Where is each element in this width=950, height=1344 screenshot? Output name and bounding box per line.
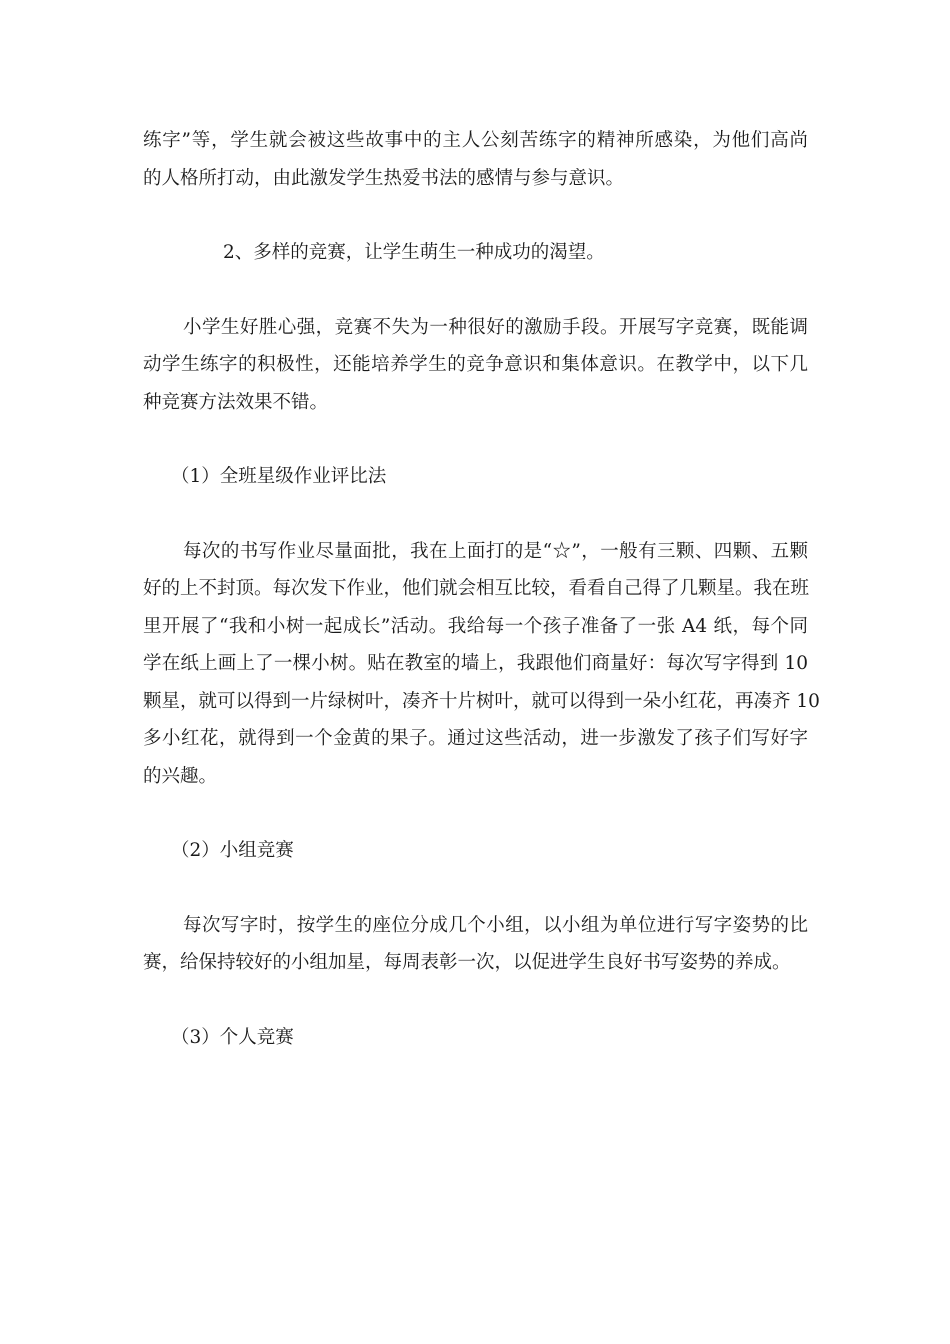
subheading-2 xyxy=(143,832,808,870)
text-line: （2）小组竞赛 xyxy=(171,840,294,861)
text-line: 每次写字时，按学生的座位分成几个小组，以小组为单位进行写字姿势的比 xyxy=(183,914,808,936)
text-line: 颗星，就可以得到一片绿树叶，凑齐十片树叶，就可以得到一朵小红花，再凑齐 10 xyxy=(143,690,820,712)
text-line: 好的上不封顶。每次发下作业，他们就会相互比较，看看自己得了几颗星。我在班 xyxy=(143,578,810,599)
text-line: 动学生练字的积极性，还能培养学生的竞争意识和集体意识。在教学中，以下几 xyxy=(143,354,808,375)
text-line: 小学生好胜心强，竞赛不失为一种很好的激励手段。开展写字竞赛，既能调 xyxy=(183,316,808,338)
paragraph-3 xyxy=(143,309,808,422)
document-body xyxy=(143,122,820,1056)
section-heading-2 xyxy=(143,234,808,272)
paragraph-7 xyxy=(143,907,808,982)
text-line: 的人格所打动，由此激发学生热爱书法的感情与参与意识。 xyxy=(143,167,625,189)
text-line: 2、多样的竞赛，让学生萌生一种成功的渴望。 xyxy=(223,242,605,263)
text-line: （1）全班星级作业评比法 xyxy=(171,466,387,487)
text-line: （3）个人竞赛 xyxy=(171,1026,294,1048)
text-line: 练字”等，学生就会被这些故事中的主人公刻苦练字的精神所感染，为他们高尚 xyxy=(143,130,808,151)
subheading-3 xyxy=(143,1019,808,1057)
text-line: 每次的书写作业尽量面批，我在上面打的是“☆”，一般有三颗、四颗、五颗 xyxy=(183,540,808,562)
text-line: 赛，给保持较好的小组加星，每周表彰一次，以促进学生良好书写姿势的养成。 xyxy=(143,952,791,973)
subheading-1 xyxy=(143,458,808,496)
text-line: 多小红花，就得到一个金黄的果子。通过这些活动，进一步激发了孩子们写好字 xyxy=(143,728,808,749)
text-line: 的兴趣。 xyxy=(143,765,218,787)
text-line: 学在纸上画上了一棵小树。贴在教室的墙上，我跟他们商量好：每次写字得到 10 xyxy=(143,653,808,674)
text-line: 里开展了“我和小树一起成长”活动。我给每一个孩子准备了一张 A4 纸，每个同 xyxy=(143,615,808,637)
paragraph-1 xyxy=(143,122,808,197)
paragraph-5 xyxy=(143,533,820,796)
text-line: 种竞赛方法效果不错。 xyxy=(143,391,329,413)
